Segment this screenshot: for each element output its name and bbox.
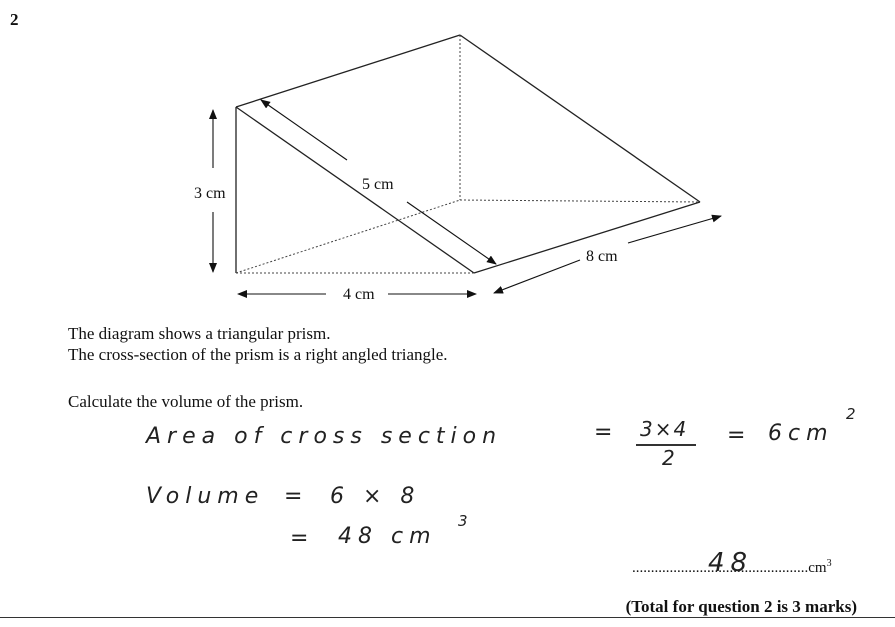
- working-denominator: 2: [662, 446, 675, 470]
- answer-unit-exponent: 3: [826, 558, 832, 569]
- question-number: 2: [10, 10, 19, 29]
- answer-value: 48: [708, 548, 754, 578]
- working-volume-result: 48 cm: [338, 524, 437, 549]
- working-volume-exponent: 3: [458, 512, 468, 530]
- hypotenuse-label: 5 cm: [362, 176, 394, 193]
- answer-unit: cm: [808, 560, 827, 576]
- working-area-exponent: 2: [846, 405, 856, 423]
- prism-solid-edges: [236, 35, 700, 273]
- base-label: 4 cm: [343, 286, 375, 303]
- working-area-result: 6cm: [768, 421, 834, 446]
- working-volume-expr: 6 × 8: [330, 484, 421, 509]
- instruction: Calculate the volume of the prism.: [68, 392, 304, 411]
- working-equals-3: =: [284, 484, 309, 509]
- total-marks: (Total for question 2 is 3 marks): [625, 597, 857, 616]
- dimension-arrows: [213, 100, 721, 294]
- answer-dots-right: .....................: [729, 560, 809, 576]
- length-label: 8 cm: [586, 248, 618, 265]
- working-equals-1: =: [594, 420, 619, 445]
- description-line-1: The diagram shows a triangular prism.: [68, 324, 331, 343]
- bottom-rule: [0, 617, 895, 618]
- answer-dots-left: ..........................: [632, 560, 730, 576]
- working-area-label: Area of cross section: [146, 424, 503, 449]
- working-numerator: 3×4: [640, 417, 689, 441]
- height-label: 3 cm: [194, 185, 226, 202]
- working-equals-4: =: [290, 526, 315, 551]
- working-volume-label: Volume: [146, 484, 265, 509]
- working-equals-2: =: [727, 423, 752, 448]
- description-line-2: The cross-section of the prism is a right angled triangle.: [68, 345, 448, 364]
